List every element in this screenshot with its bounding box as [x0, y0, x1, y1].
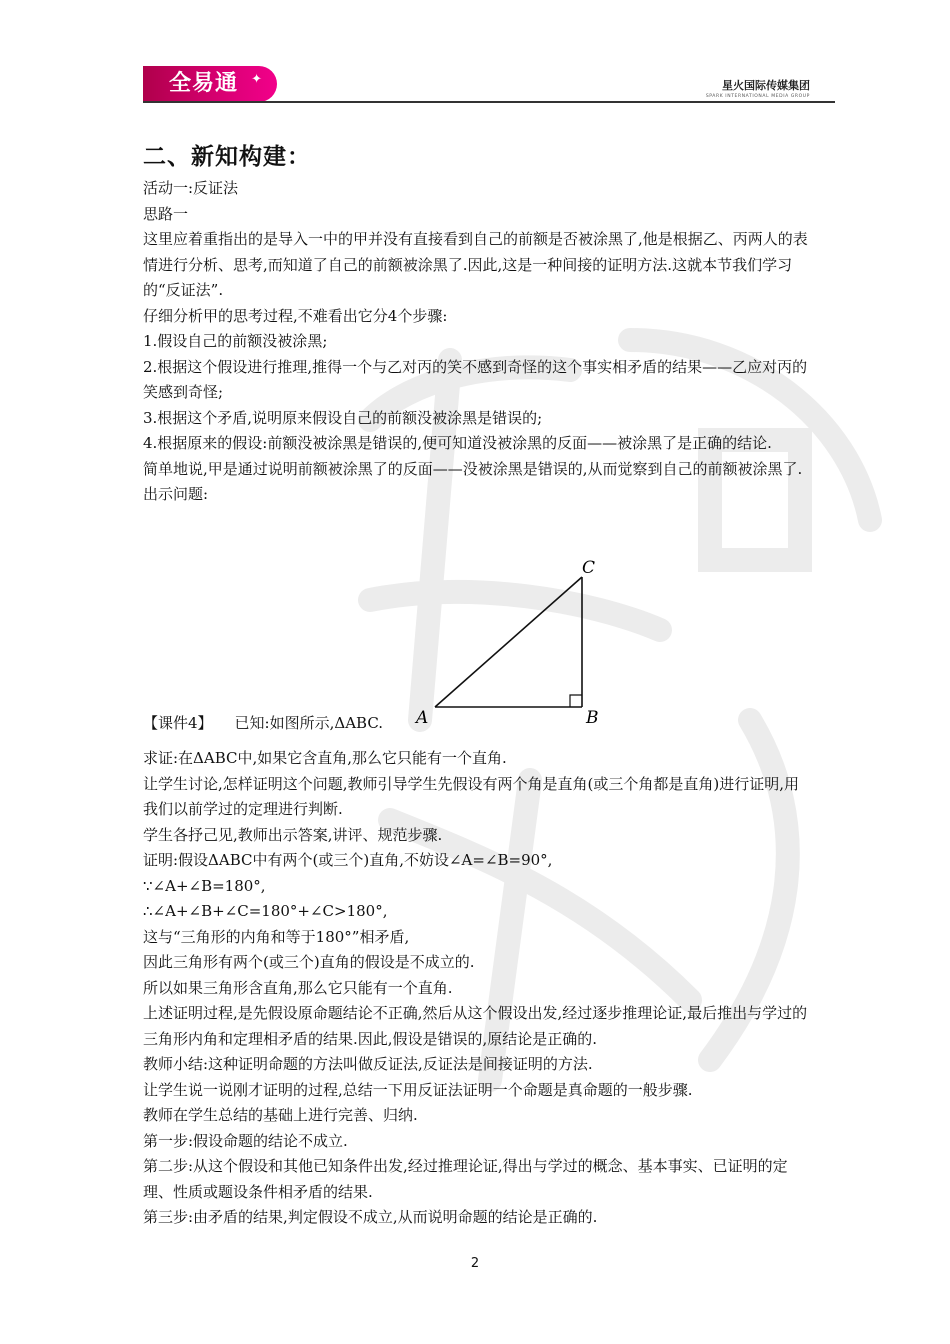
sparkle-icon: ✦	[251, 72, 263, 87]
paragraph: 第一步:假设命题的结论不成立.	[143, 1131, 348, 1150]
paragraph: 教师在学生总结的基础上进行完善、归纳.	[143, 1106, 418, 1124]
paragraph: 活动一:反证法	[143, 179, 239, 197]
brand-logo	[143, 66, 277, 102]
side-ac	[435, 577, 582, 707]
header-divider	[143, 101, 835, 103]
vertex-label-a: A	[416, 708, 429, 728]
paragraph: 所以如果三角形含直角,那么它只能有一个直角.	[143, 978, 453, 997]
paragraph: 这里应着重指出的是导入一中的甲并没有直接看到自己的前额是否被涂黑了,他是根据乙、丙两人的表情进行分析、思考,而知道了自己的前额被涂黑了.因此,这是一种间接的证明方法.这就本节我们学习的“反证法”.	[143, 230, 808, 299]
figure-caption	[143, 711, 383, 736]
section-title: 二、新知构建：	[143, 143, 311, 170]
paragraph: 上述证明过程,是先假设原命题结论不正确,然后从这个假设出发,经过逐步推理论证,最后推出与学过的三角形内角和定理相矛盾的结果.因此,假设是错误的,原结论是正确的.	[143, 1004, 808, 1048]
paragraph: 求证:在ΔABC中,如果它含直角,那么它只能有一个直角.	[143, 749, 507, 767]
caption-text: 已知:如图所示,ΔABC.	[234, 714, 384, 732]
right-angle-mark	[570, 695, 582, 707]
proof-text	[143, 746, 810, 1231]
courseware-tag: 【课件4】	[143, 714, 213, 732]
paragraph: 让学生说一说刚才证明的过程,总结一下用反证法证明一个命题是真命题的一般步骤.	[143, 1080, 693, 1099]
paragraph: 4.根据原来的假设:前额没被涂黑是错误的,便可知道没被涂黑的反面——被涂黑了是正确的结论.	[143, 434, 772, 452]
paragraph: 2.根据这个假设进行推理,推得一个与乙对丙的笑不感到奇怪的这个事实相矛盾的结果——乙应对丙的笑感到奇怪;	[143, 357, 808, 401]
paragraph: 思路一	[143, 204, 189, 223]
paragraph: 让学生讨论,怎样证明这个问题,教师引导学生先假设有两个角是直角(或三个角都是直角)进行证明,用我们以前学过的定理进行判断.	[143, 774, 800, 818]
vertex-label-c: C	[582, 558, 596, 578]
company-name-cn: 星火国际传媒集团	[722, 79, 810, 92]
paragraph: 教师小结:这种证明命题的方法叫做反证法,反证法是间接证明的方法.	[143, 1055, 593, 1073]
paragraph: ∴∠A+∠B+∠C=180°+∠C>180°,	[143, 902, 388, 920]
page-header	[0, 0, 950, 110]
paragraph: 证明:假设ΔABC中有两个(或三个)直角,不妨设∠A=∠B=90°,	[143, 851, 553, 869]
triangle-figure	[410, 555, 610, 730]
company-name	[706, 77, 810, 99]
paragraph: ∵∠A+∠B=180°,	[143, 876, 266, 895]
paragraph: 学生各抒己见,教师出示答案,讲评、规范步骤.	[143, 825, 443, 844]
activity-text	[143, 176, 810, 508]
page-number: 2	[470, 1256, 480, 1271]
paragraph: 出示问题:	[143, 485, 209, 503]
paragraph: 因此三角形有两个(或三个)直角的假设是不成立的.	[143, 953, 475, 971]
company-name-en: SPARK INTERNATIONAL MEDIA GROUP	[705, 94, 810, 99]
paragraph: 第二步:从这个假设和其他已知条件出发,经过推理论证,得出与学过的概念、基本事实、已证明的定理、性质或题设条件相矛盾的结果.	[143, 1157, 788, 1201]
brand-name: 全易通	[169, 71, 239, 96]
paragraph: 3.根据这个矛盾,说明原来假设自己的前额没被涂黑是错误的;	[143, 408, 543, 427]
paragraph: 这与“三角形的内角和等于180°”相矛盾,	[143, 927, 410, 946]
paragraph: 第三步:由矛盾的结果,判定假设不成立,从而说明命题的结论是正确的.	[143, 1208, 598, 1226]
paragraph: 1.假设自己的前额没被涂黑;	[143, 332, 328, 350]
paragraph: 简单地说,甲是通过说明前额被涂黑了的反面——没被涂黑是错误的,从而觉察到自己的前额被涂黑了.	[143, 459, 803, 478]
vertex-label-b: B	[586, 708, 599, 728]
paragraph: 仔细分析甲的思考过程,不难看出它分4个步骤:	[143, 306, 448, 325]
